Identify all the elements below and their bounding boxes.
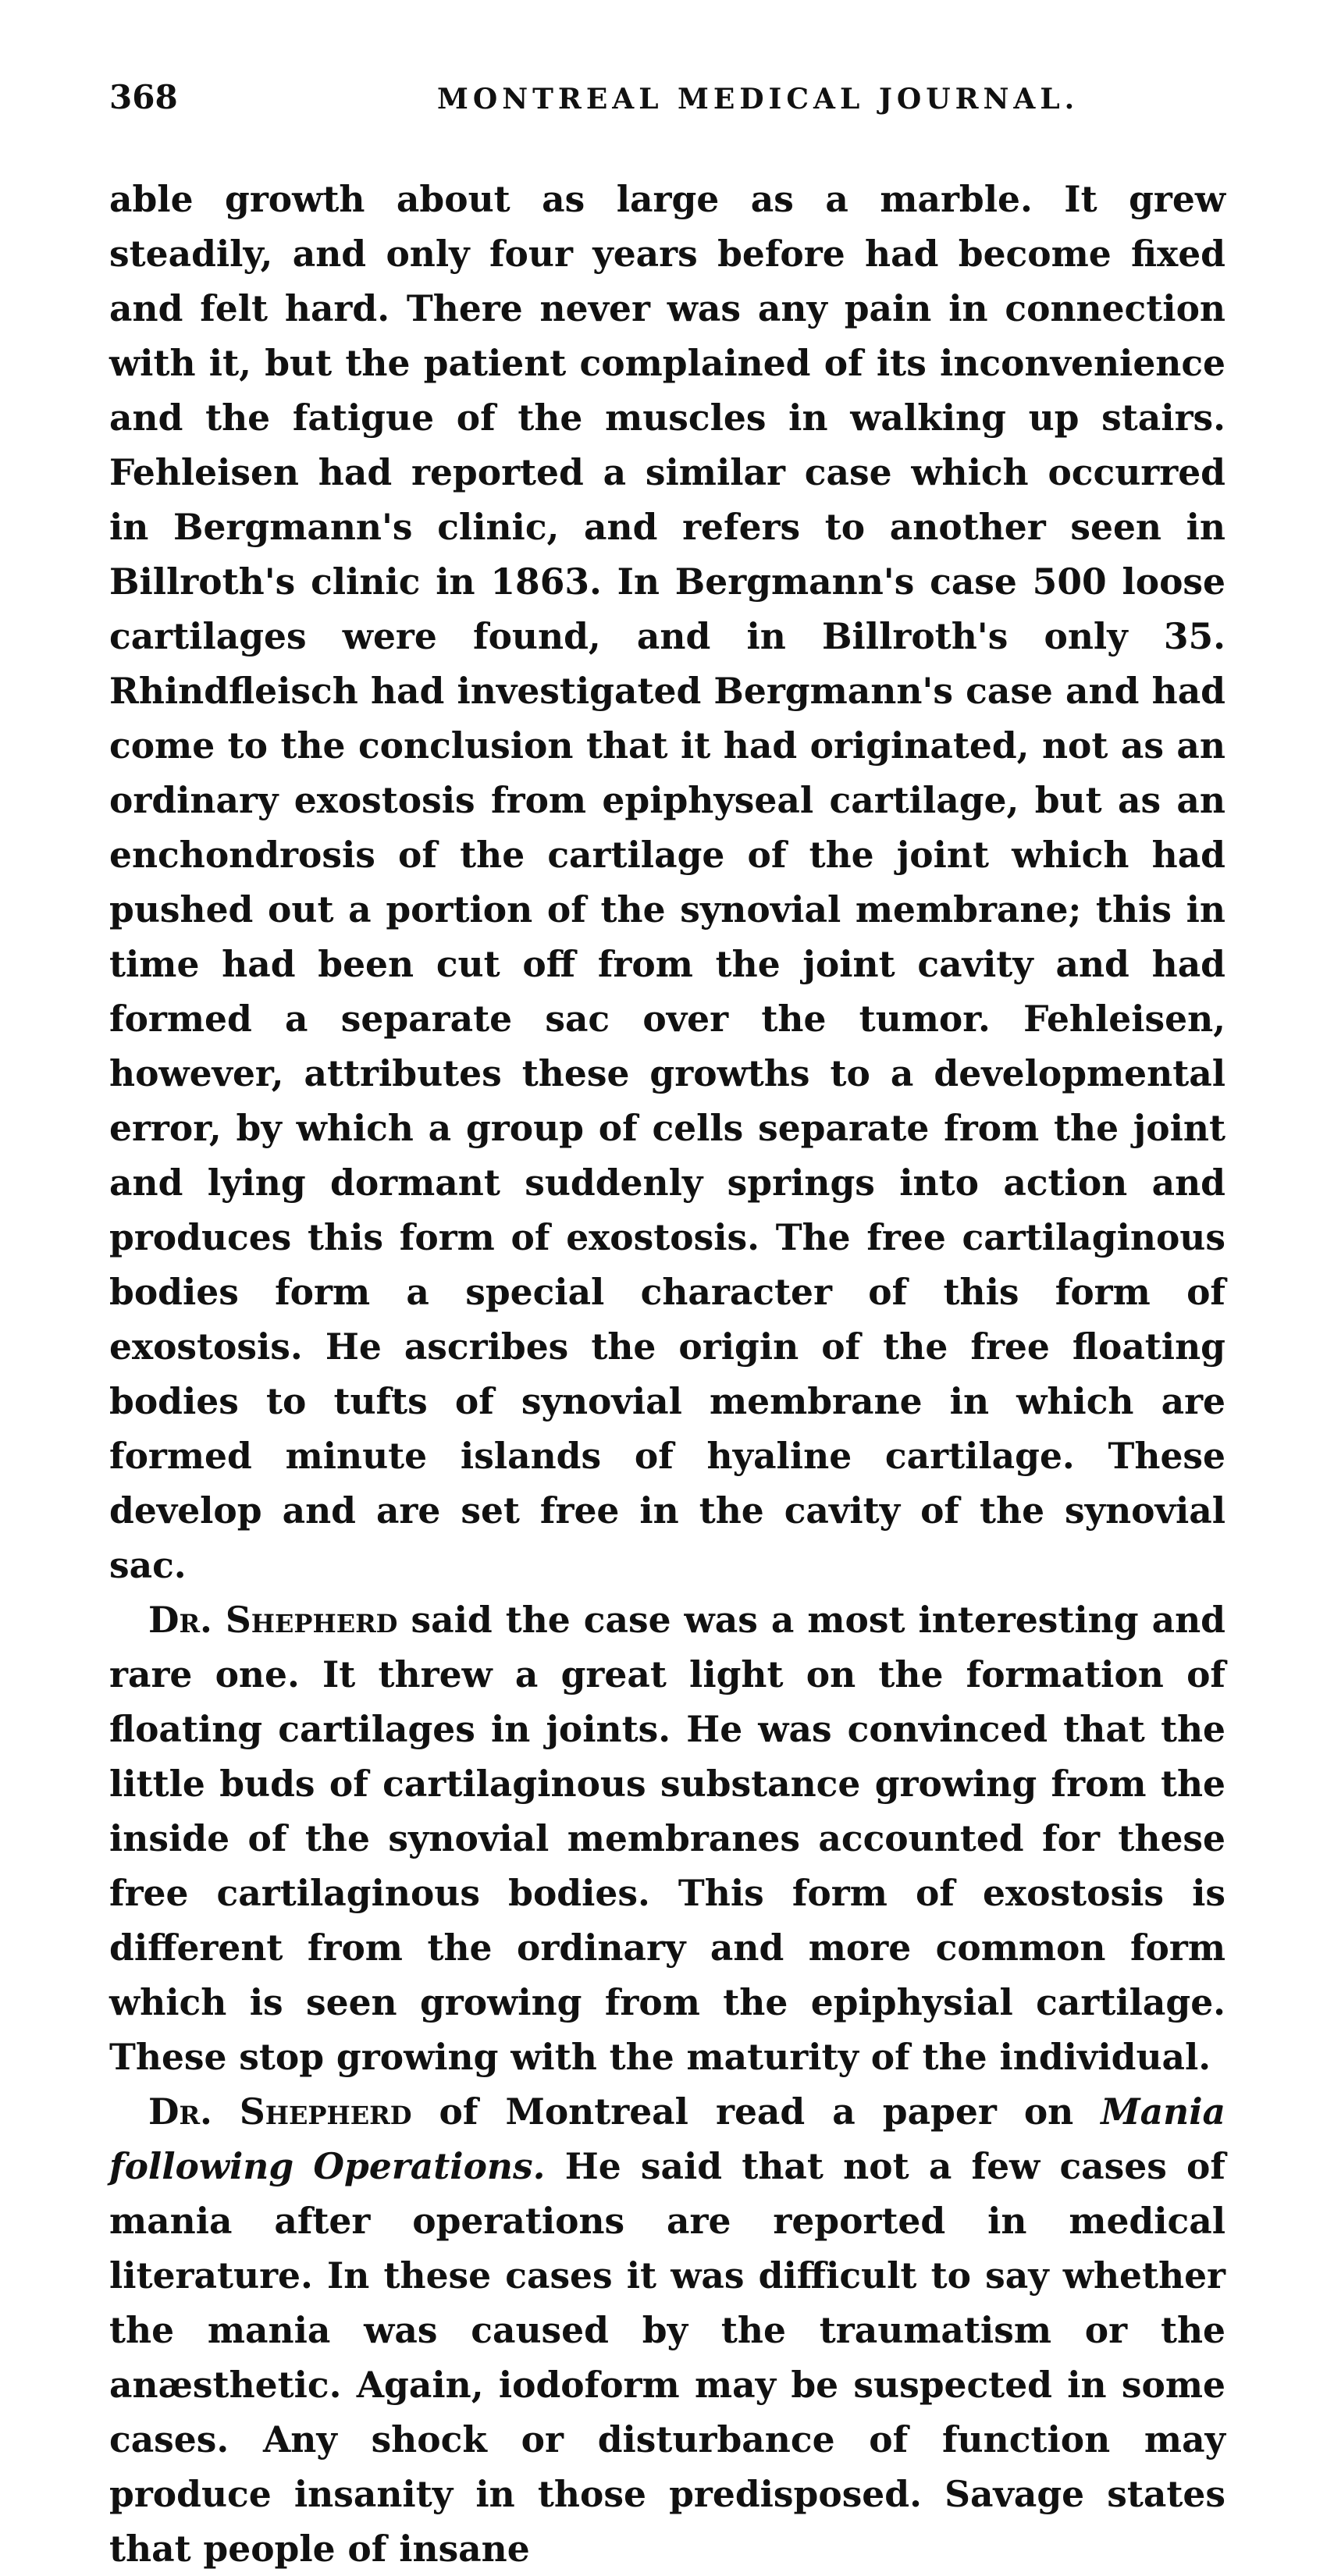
paragraph-continuation [109,172,1226,1592]
speaker-name: Dr. Shepherd [148,1599,398,1641]
journal-page [109,78,1226,2576]
running-title: MONTREAL MEDICAL JOURNAL. [437,83,1080,116]
paragraph-text: said the case was a most interesting and rare one. It threw a great light on the formation of floating cartilages in joints. He was convinced that the little buds of cartilaginous substance growing from the inside of the synovial membranes accounted for these free cartilaginous bodies. This form of exostosis is different from the ordinary and more common form which is seen growing from the epiphysial cartilage. These stop growing with the maturity of the individual. [109,1599,1226,2078]
paragraph-text: He said that not a few cases of mania after operations are reported in medical literature. In these cases it was difficult to say whether the mania was caused by the traumatism or the anæsthetic. Again, iodoform may be suspected in some cases. Any shock or disturbance of function may produce insanity in those predisposed. Savage states that people of insane [109,2145,1226,2570]
paper-title: Mania following Operations. [109,2090,1226,2187]
paragraph-shepherd-comment [109,1592,1226,2084]
page-number: 368 [109,78,178,116]
paragraph-shepherd-paper [109,2084,1226,2576]
paragraph-text: able growth about as large as a marble. It grew steadily, and only four years before had become fixed and felt hard. There never was any pain in connection with it, but the patient complained of its inconvenience and the fatigue of the muscles in walking up stairs. Fehleisen had reported a similar case which occurred in Bergmann's clinic, and refers to another seen in Billroth's clinic in 1863. In Bergmann's case 500 loose cartilages were found, and in Billroth's only 35. Rhindfleisch had investigated Bergmann's case and had come to the conclusion that it had originated, not as an ordinary exostosis from epiphyseal cartilage, but as an enchondrosis of the cartilage of the joint which had pushed out a portion of the synovial membrane; this in time had been cut off from the joint cavity and had formed a separate sac over the tumor. Fehleisen, however, attributes these growths to a developmental error, by which a group of cells separate from the joint and lying dormant suddenly springs into action and produces this form of exostosis. The free cartilaginous bodies form a special character of this form of exostosis. He ascribes the origin of the free floating bodies to tufts of synovial membrane in which are formed minute islands of hyaline cartilage. These develop and are set free in the cavity of the synovial sac. [109,178,1226,1586]
paragraph-text: of Montreal read a paper on [411,2090,1101,2133]
page-header [109,78,1226,141]
speaker-name: Dr. Shepherd [148,2090,412,2133]
article-body [109,172,1226,2576]
